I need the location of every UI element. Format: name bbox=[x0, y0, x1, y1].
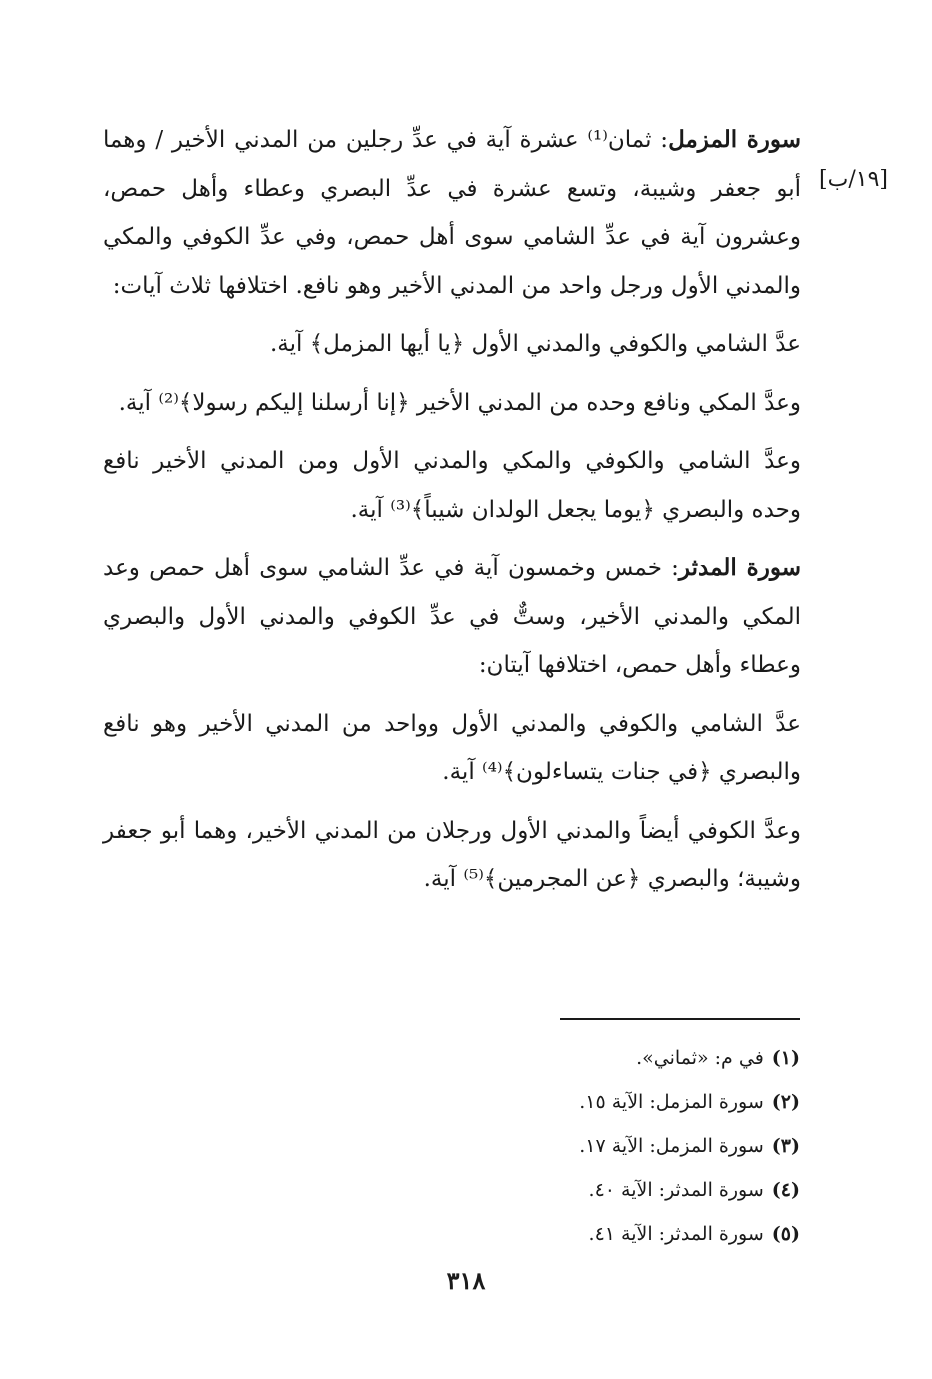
paragraph bbox=[103, 116, 801, 310]
footnote-text: سورة المزمل: الآية ١٧. bbox=[579, 1135, 764, 1157]
footnote-text: سورة المدثر: الآية ٤١. bbox=[588, 1223, 764, 1245]
paragraph bbox=[103, 807, 801, 904]
paragraph-text: عدَّ الشامي والكوفي والمدني الأول ﴿يا أيها المزمل﴾ آية. bbox=[269, 331, 801, 357]
footnote bbox=[380, 1212, 800, 1256]
paragraph-text: وعدَّ الشامي والكوفي والمكي والمدني الأول ومن المدني الأخير نافع وحده والبصري ﴿يوما يجعل الولدان شيباً﴾⁽³⁾ آية. bbox=[103, 448, 801, 523]
paragraph-text: : ثمان⁽¹⁾ عشرة آية في عدِّ رجلين من المدني الأخير / وهما أبو جعفر وشيبة، وتسع عشرة في عدِّ البصري وعطاء وأهل حمص، وعشرون آية في عدِّ الشامي سوى أهل حمص، وفي عدِّ الكوفي والمكي والمدني الأول ورجل واحد من المدني الأخير وهو نافع. اختلافها ثلاث آيات: bbox=[103, 127, 801, 299]
footnote-text: في م: «ثماني». bbox=[636, 1047, 764, 1069]
paragraph bbox=[103, 437, 801, 534]
footnote-number: (٣) bbox=[771, 1135, 800, 1157]
footnote-text: سورة المدثر: الآية ٤٠. bbox=[588, 1179, 764, 1201]
surah-heading: سورة المدثر bbox=[678, 554, 801, 581]
footnote-number: (٢) bbox=[771, 1091, 800, 1113]
footnote bbox=[380, 1168, 800, 1212]
footnote-separator bbox=[560, 1018, 800, 1020]
footnote-text: سورة المزمل: الآية ١٥. bbox=[579, 1091, 764, 1113]
paragraph bbox=[103, 379, 801, 428]
paragraph-text: عدَّ الشامي والكوفي والمدني الأول وواحد من المدني الأخير وهو نافع والبصري ﴿في جنات يتساءلون﴾⁽⁴⁾ آية. bbox=[103, 710, 801, 785]
manuscript-folio-reference: [١٩/ب] bbox=[819, 167, 888, 192]
paragraph-text: وعدَّ الكوفي أيضاً والمدني الأول ورجلان من المدني الأخير، وهما أبو جعفر وشيبة؛ والبصري ﴿عن المجرمين﴾⁽⁵⁾ آية. bbox=[103, 817, 801, 892]
paragraph bbox=[103, 320, 801, 369]
paragraph-text: : خمس وخمسون آية في عدِّ الشامي سوى أهل حمص وعد المكي والمدني الأخير، وستٌّ في عدِّ الكوفي والمدني الأول والبصري وعطاء وأهل حمص، اختلافها آيتان: bbox=[103, 555, 801, 678]
footnote-number: (٤) bbox=[771, 1179, 800, 1201]
page-number: ٣١٨ bbox=[446, 1266, 486, 1295]
paragraph bbox=[103, 544, 801, 690]
paragraph-text: وعدَّ المكي ونافع وحده من المدني الأخير ﴿إنا أرسلنا إليكم رسولا﴾⁽²⁾ آية. bbox=[118, 389, 801, 416]
footnote bbox=[380, 1080, 800, 1124]
footnote-number: (٥) bbox=[771, 1223, 800, 1245]
footnote bbox=[380, 1124, 800, 1168]
main-text bbox=[103, 116, 801, 914]
footnote bbox=[380, 1036, 800, 1080]
footnotes bbox=[380, 1036, 800, 1256]
footnote-number: (١) bbox=[771, 1047, 800, 1069]
surah-heading: سورة المزمل bbox=[668, 126, 802, 153]
paragraph bbox=[103, 700, 801, 797]
